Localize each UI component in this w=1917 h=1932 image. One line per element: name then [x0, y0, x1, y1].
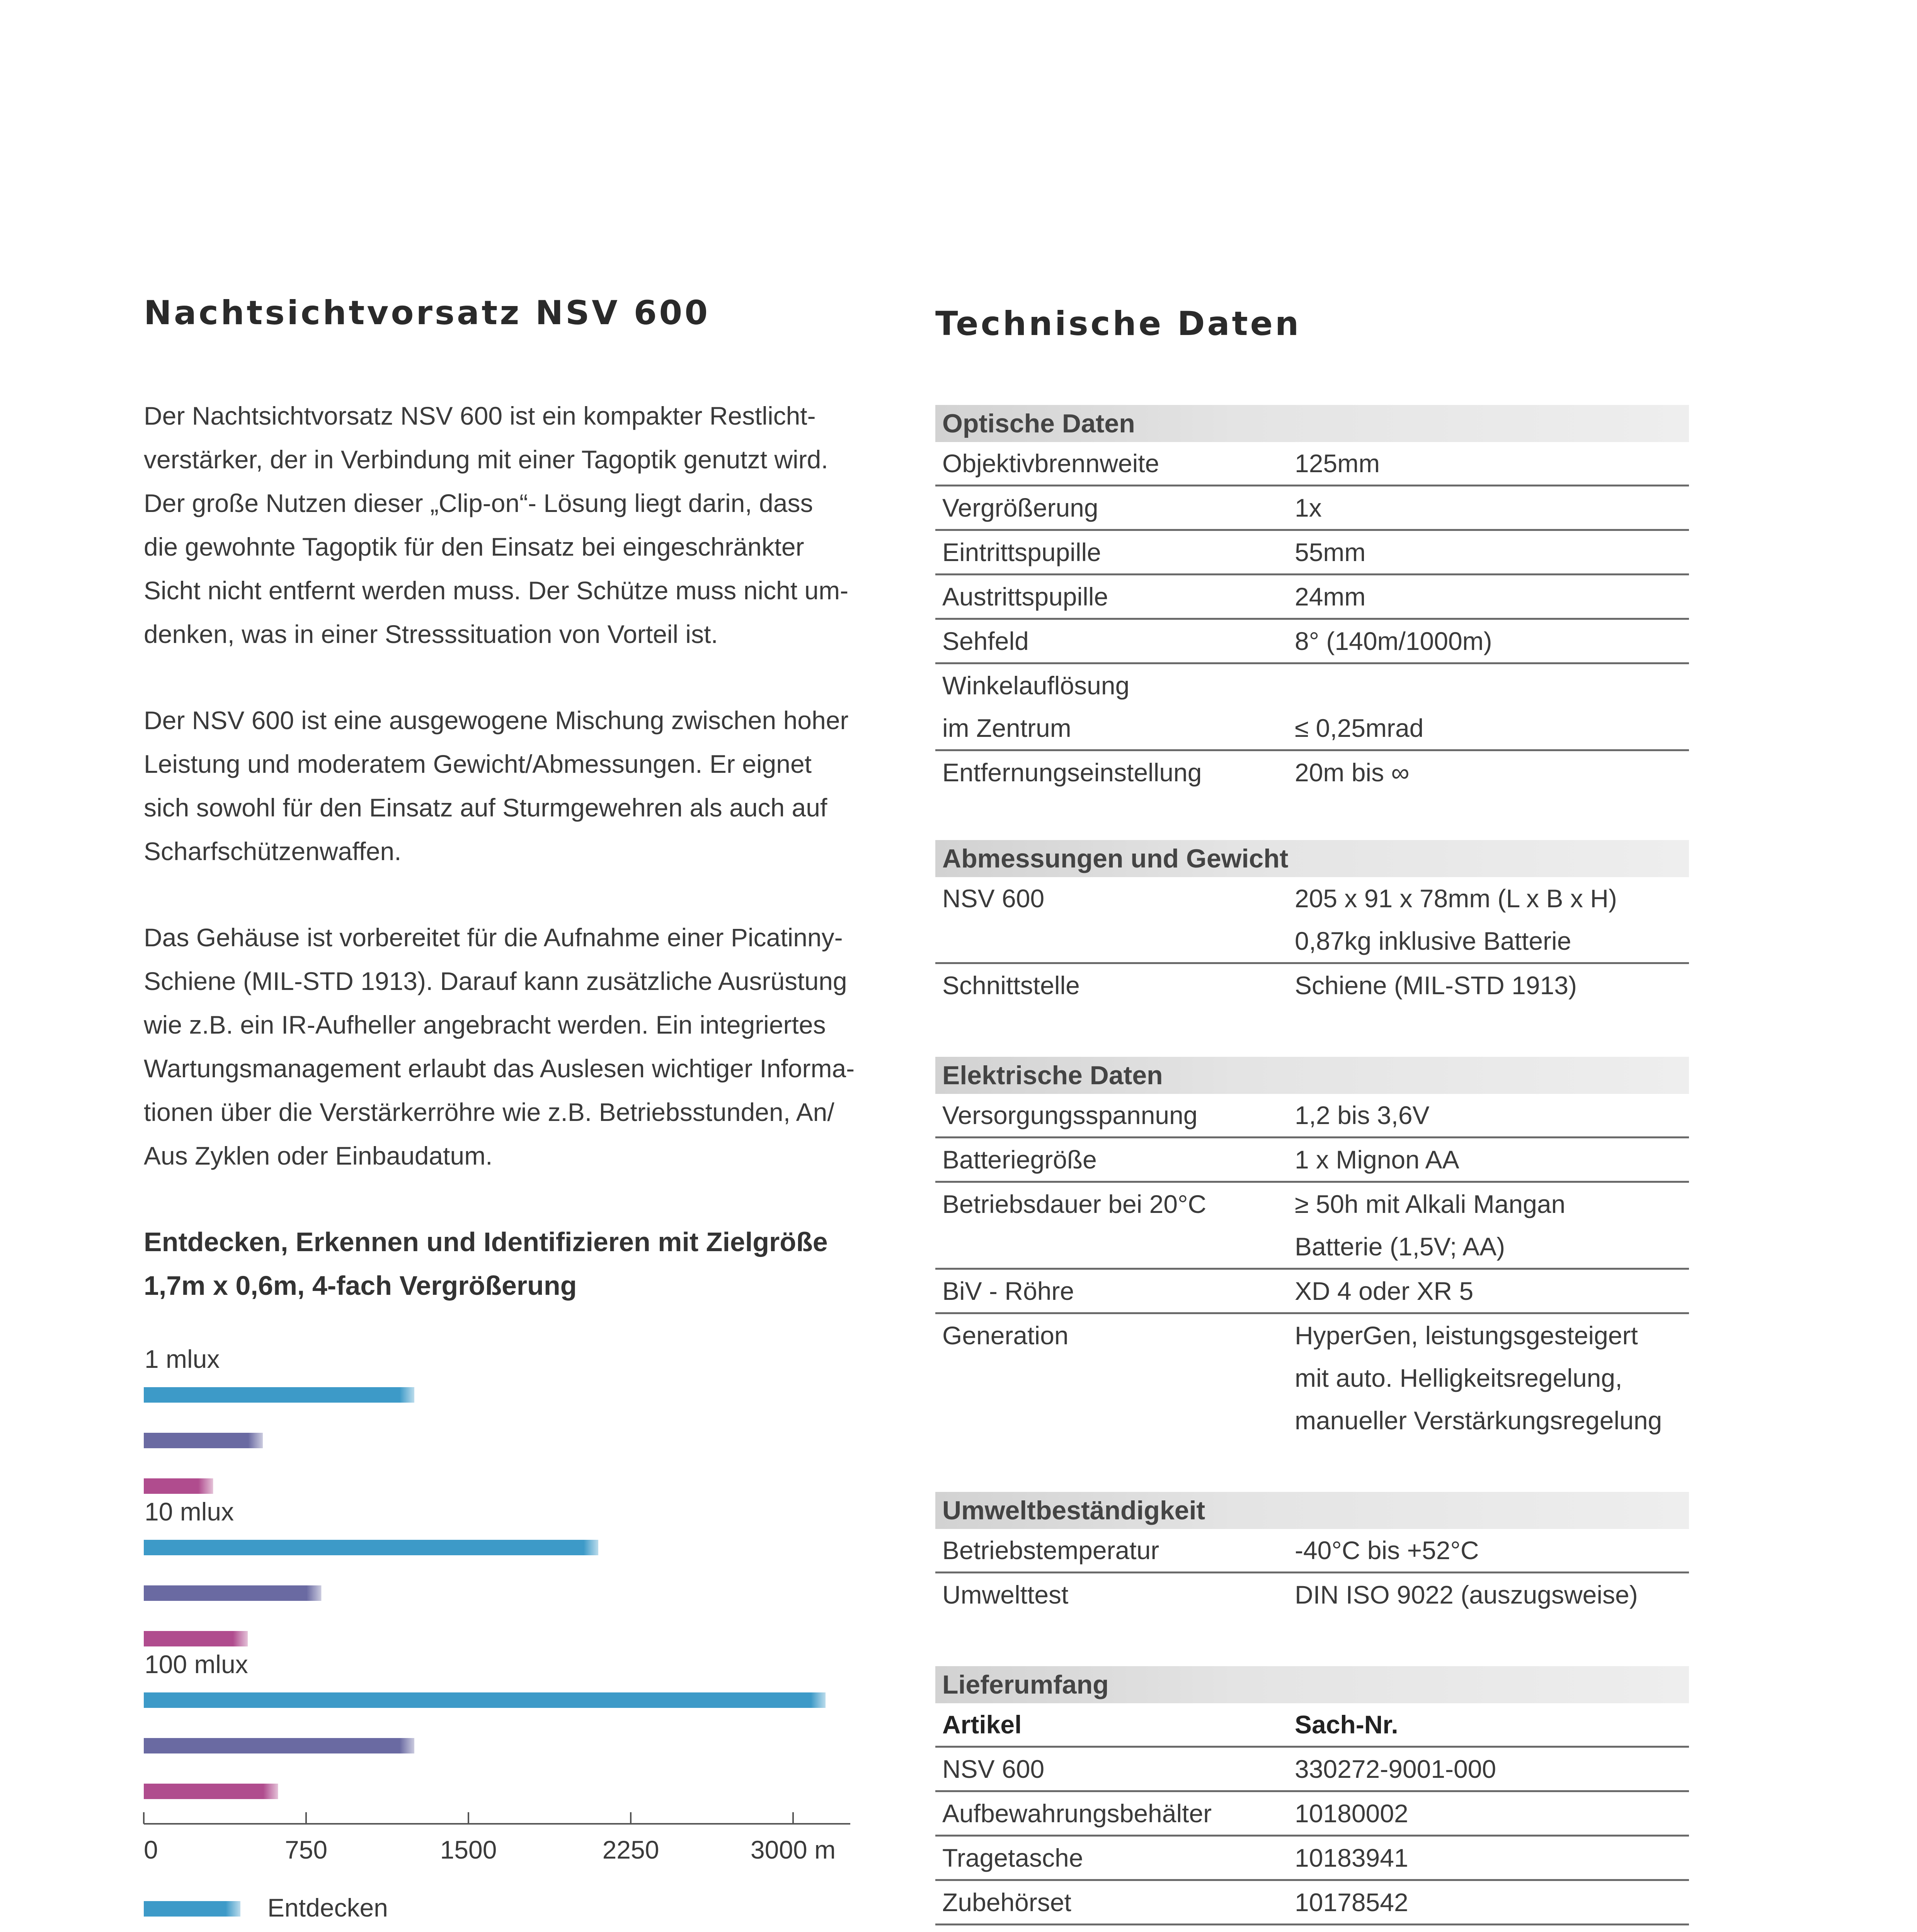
spec-value [1295, 1925, 1689, 1932]
chart-heading-line: 1,7m x 0,6m, 4-fach Vergrößerung [144, 1270, 577, 1301]
balance-paragraph [144, 699, 901, 873]
text-line: Aus Zyklen oder Einbaudatum. [144, 1141, 493, 1170]
spec-value: 1 x Mignon AA [1295, 1145, 1459, 1174]
spec-key: Sehfeld [942, 627, 1029, 655]
spec-value: 330272-9001-000 [1295, 1755, 1496, 1783]
bar-fade [248, 1433, 263, 1448]
bar-fade [306, 1585, 321, 1601]
spec-value: -40°C bis +52°C [1295, 1536, 1479, 1565]
text-line: Der Nachtsichtvorsatz NSV 600 ist ein kompakter Restlicht- [144, 401, 816, 430]
spec-value: 1,2 bis 3,6V [1295, 1101, 1430, 1129]
spec-key [935, 1357, 1295, 1399]
spec-key: Tragetasche [942, 1844, 1083, 1872]
product-title: Nachtsichtvorsatz NSV 600 [144, 294, 710, 332]
spec-value: 20m bis ∞ [1295, 758, 1410, 787]
spec-section [935, 840, 1689, 1007]
spec-key: Artikel [942, 1710, 1022, 1739]
spec-row [935, 1573, 1689, 1616]
spec-row [935, 964, 1689, 1007]
spec-tables [935, 405, 1689, 1932]
spec-section-heading: Optische Daten [935, 405, 1689, 442]
spec-key: Vergrößerung [942, 493, 1098, 522]
spec-row [935, 1792, 1689, 1837]
category-label: 100 mlux [145, 1650, 248, 1679]
spec-row [935, 1881, 1689, 1925]
text-line: Scharfschützenwaffen. [144, 837, 402, 866]
spec-value: Schiene (MIL-STD 1913) [1295, 971, 1577, 1000]
text-line: Der große Nutzen dieser „Clip-on“- Lösung liegt darin, dass [144, 489, 813, 517]
spec-row [935, 1529, 1689, 1573]
bar-fade [198, 1478, 213, 1494]
spec-key [935, 1925, 1295, 1932]
spec-row [935, 1399, 1689, 1442]
spec-value: 8° (140m/1000m) [1295, 627, 1492, 655]
text-line: sich sowohl für den Einsatz auf Sturmgewehren als auch auf [144, 793, 827, 822]
text-line: Sicht nicht entfernt werden muss. Der Schütze muss nicht um- [144, 576, 849, 605]
bar-erkennen [144, 1585, 321, 1601]
chart-heading [144, 1220, 901, 1308]
text-line: Leistung und moderatem Gewicht/Abmessungen. Er eignet [144, 750, 812, 778]
spec-key: Austrittspupille [942, 582, 1108, 611]
spec-value: ≤ 0,25mrad [1295, 714, 1424, 742]
bar-identifizieren [144, 1631, 248, 1646]
spec-value: HyperGen, leistungsgesteigert [1295, 1321, 1638, 1350]
spec-key: Generation [942, 1321, 1069, 1350]
spec-value: 125mm [1295, 449, 1380, 478]
spec-value: 10180002 [1295, 1799, 1408, 1828]
spec-row [935, 1270, 1689, 1314]
text-line: verstärker, der in Verbindung mit einer Tagoptik genutzt wird. [144, 445, 828, 474]
right-column [935, 294, 1689, 1932]
bar-entdecken [144, 1387, 414, 1403]
spec-value: 24mm [1295, 582, 1366, 611]
text-line: Das Gehäuse ist vorbereitet für die Aufnahme einer Picatinny- [144, 923, 843, 952]
spec-row [935, 1138, 1689, 1183]
spec-value: 1x [1295, 493, 1322, 522]
spec-section [935, 1666, 1689, 1932]
spec-row [935, 877, 1689, 920]
spec-key: Entfernungseinstellung [942, 758, 1202, 787]
spec-value: 55mm [1295, 538, 1366, 566]
bar-fade [400, 1387, 414, 1403]
x-tick-label: 2250 [602, 1835, 659, 1864]
spec-row [935, 751, 1689, 794]
bar-entdecken [144, 1692, 826, 1708]
x-tick-label: 3000 m [750, 1835, 836, 1864]
spec-section-heading: Umweltbeständigkeit [935, 1492, 1689, 1529]
bar-fade [263, 1784, 278, 1799]
spec-row [935, 486, 1689, 531]
spec-key: im Zentrum [942, 714, 1071, 742]
intro-paragraph [144, 394, 901, 656]
bar-fade [400, 1738, 414, 1753]
text-line: Schiene (MIL-STD 1913). Darauf kann zusätzliche Ausrüstung [144, 967, 847, 995]
spec-row [935, 620, 1689, 664]
text-line: denken, was in einer Stresssituation von Vorteil ist. [144, 620, 718, 648]
spec-key [935, 1399, 1295, 1442]
spec-key: Betriebstemperatur [942, 1536, 1159, 1565]
spec-section [935, 1492, 1689, 1616]
spec-row [935, 664, 1689, 707]
text-line: die gewohnte Tagoptik für den Einsatz bei eingeschränkter [144, 532, 804, 561]
spec-key: Batteriegröße [942, 1145, 1097, 1174]
spec-row [935, 1925, 1689, 1932]
spec-value: 205 x 91 x 78mm (L x B x H) [1295, 884, 1617, 913]
spec-value [1295, 664, 1689, 707]
spec-key: Winkelauflösung [942, 671, 1130, 700]
bar-identifizieren [144, 1784, 278, 1799]
spec-value: mit auto. Helligkeitsregelung, [1295, 1364, 1622, 1392]
spec-key [935, 1225, 1295, 1268]
text-line: Der NSV 600 ist eine ausgewogene Mischung zwischen hoher [144, 706, 849, 735]
spec-value: DIN ISO 9022 (auszugsweise) [1295, 1580, 1638, 1609]
category-label: 1 mlux [145, 1345, 220, 1373]
bar-fade [233, 1631, 248, 1646]
x-tick-label: 1500 [440, 1835, 497, 1864]
spec-row [935, 1094, 1689, 1138]
range-chart [131, 1345, 850, 1932]
spec-row [935, 531, 1689, 575]
spec-section [935, 1057, 1689, 1442]
bar-fade [811, 1692, 826, 1708]
spec-value: 0,87kg inklusive Batterie [1295, 927, 1571, 955]
x-tick-label: 0 [144, 1835, 158, 1864]
spec-key: Betriebsdauer bei 20°C [942, 1190, 1207, 1218]
spec-value: 10183941 [1295, 1844, 1408, 1872]
spec-value: ≥ 50h mit Alkali Mangan [1295, 1190, 1566, 1218]
left-column [144, 294, 901, 1308]
spec-section-heading: Abmessungen und Gewicht [935, 840, 1689, 877]
spec-key: NSV 600 [942, 1755, 1045, 1783]
spec-section [935, 405, 1689, 794]
bar-entdecken [144, 1540, 598, 1555]
spec-row [935, 1183, 1689, 1225]
text-line: Wartungsmanagement erlaubt das Auslesen wichtiger Informa- [144, 1054, 855, 1083]
bar-erkennen [144, 1433, 263, 1448]
spec-key: Umwelttest [942, 1580, 1069, 1609]
category-label: 10 mlux [145, 1497, 234, 1526]
spec-key: Schnittstelle [942, 971, 1080, 1000]
spec-value: Sach-Nr. [1295, 1710, 1398, 1739]
spec-key [935, 920, 1295, 962]
spec-row [935, 442, 1689, 486]
spec-row [935, 575, 1689, 620]
spec-value: manueller Verstärkungsregelung [1295, 1406, 1662, 1435]
spec-header-row [935, 1703, 1689, 1748]
spec-row [935, 1837, 1689, 1881]
spec-row [935, 920, 1689, 964]
legend-swatch-fade [226, 1901, 240, 1917]
text-line: tionen über die Verstärkerröhre wie z.B. Betriebsstunden, An/ [144, 1098, 834, 1126]
spec-section-heading: Lieferumfang [935, 1666, 1689, 1703]
legend-label: Entdecken [267, 1893, 388, 1922]
spec-key: Aufbewahrungsbehälter [942, 1799, 1212, 1828]
housing-paragraph [144, 916, 901, 1178]
tech-data-title: Technische Daten [935, 304, 1301, 343]
range-chart-svg [131, 1345, 850, 1932]
spec-row [935, 1225, 1689, 1270]
spec-value: 10178542 [1295, 1888, 1408, 1917]
spec-value: XD 4 oder XR 5 [1295, 1277, 1474, 1305]
spec-row [935, 1314, 1689, 1357]
x-tick-label: 750 [284, 1835, 328, 1864]
spec-row [935, 1748, 1689, 1792]
spec-value: Batterie (1,5V; AA) [1295, 1232, 1505, 1261]
spec-key: Zubehörset [942, 1888, 1071, 1917]
bar-fade [584, 1540, 598, 1555]
spec-key: BiV - Röhre [942, 1277, 1074, 1305]
text-line: wie z.B. ein IR-Aufheller angebracht werden. Ein integriertes [144, 1010, 826, 1039]
spec-row [935, 1357, 1689, 1399]
spec-key: Objektivbrennweite [942, 449, 1159, 478]
spec-key: NSV 600 [942, 884, 1045, 913]
spec-row [935, 707, 1689, 751]
spec-key: Eintrittspupille [942, 538, 1101, 566]
chart-heading-line: Entdecken, Erkennen und Identifizieren mit Zielgröße [144, 1227, 828, 1257]
spec-key: Versorgungsspannung [942, 1101, 1198, 1129]
bar-erkennen [144, 1738, 414, 1753]
spec-section-heading: Elektrische Daten [935, 1057, 1689, 1094]
